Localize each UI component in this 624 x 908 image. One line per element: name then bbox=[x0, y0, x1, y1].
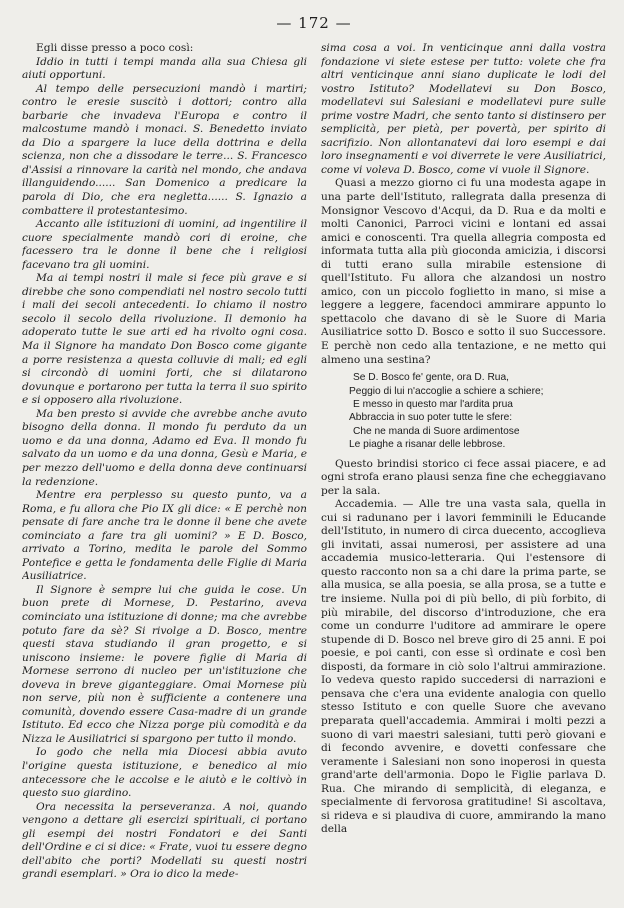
paragraph: Ma ben presto si avvide che avrebbe anche avuto bisogno della donna. Il mondo fu perduto da un uomo e da una donna, Adamo ed Eva. Il mondo fu salvato da un uomo e da una donna, Gesù e Maria, e per mezzo dell'uomo e della donna deve continuarsi la redenzione. bbox=[22, 407, 307, 488]
page-number: — 172 — bbox=[276, 14, 352, 32]
paragraph: sima cosa a voi. In venticinque anni dalla vostra fondazione vi siete estese per tutto: volete che fra altri venticinque anni siano duplicate le lodi del vostro Istituto? Modellatevi su Don Bosco, modellatevi sui Salesiani e modellatevi pure sulle prime vostre Madri, che sento tanto si distinsero per semplicità, per pietà, per povertà, per spirito di sacrifizio. Non allontanatevi dai loro esempi e dai loro insegnamenti e voi diverrete le vere Ausiliatrici, come vi voleva D. Bosco, come vi vuole il Signore. bbox=[321, 42, 606, 176]
verse-line: Le piaghe a risanar delle lebbrose. bbox=[349, 439, 506, 451]
verse-line: Abbraccia in suo poter tutte le sfere: bbox=[349, 412, 513, 424]
verse-stanza bbox=[349, 371, 606, 451]
verse-line: Se D. Bosco fe' gente, ora D. Rua, bbox=[353, 372, 509, 384]
paragraph: Quasi a mezzo giorno ci fu una modesta agape in una parte dell'Istituto, rallegrata dalla presenza di Monsignor Vescovo d'Acqui, da D. Rua e da molti e molti Canonici, Parroci vicini e lontani ed assai amici e conoscenti. Tra quella allegria composta ed informata tutta alla più gioconda amicizia, i discorsi di tutti erano sulla mirabile estensione di quell'Istituto. Fu allora che alzandosi un nostro amico, con un piccolo foglietto in mano, si mise a leggere a leggere, facendoci ammirare appunto lo spettacolo che davano di sè le Suore di Maria Ausiliatrice sotto D. Bosco e sotto il suo Successore. E perchè non cedo alla tentazione, e ne metto qui almeno una sestina? bbox=[321, 177, 606, 366]
left-column bbox=[22, 42, 307, 882]
paragraph: Al tempo delle persecuzioni mandò i martiri; contro le eresie suscitò i dottori; contro alla barbarie che invadeva l'Europa e contro il malcostume mandò i monaci. S. Benedetto inviato da Dio a spargere la luce della dottrina e della scienza, non che a dissodare le terre... S. Francesco d'Assisi a rinnovare la carità nel mondo, che andava illanguidendo...... San Domenico a predicare la parola di Dio, che era negletta...... S. Ignazio a combattere il protestantesimo. bbox=[22, 82, 307, 217]
verse-line: Che ne manda di Suore ardimentose bbox=[353, 425, 520, 437]
paragraph: Egli disse presso a poco così: bbox=[36, 42, 194, 54]
paragraph: Ma ai tempi nostri il male si fece più grave e si direbbe che sono compendiati nel nostro secolo tutti i mali dei secoli antecedenti. Io chiamo il nostro secolo il secolo della rivoluzione. Il demonio ha adoperato tutte le sue arti ed ha rivolto ogni cosa. Ma il Signore ha mandato Don Bosco come gigante a porre resistenza a questa colluvie di mali; ed egli si circondò di uomini forti, che si dilatarono dovunque e portarono per tutta la terra il suo spirito e si opposero alla rivoluzione. bbox=[22, 272, 307, 407]
right-column bbox=[321, 42, 606, 882]
paragraph: Questo brindisi storico ci fece assai piacere, e ad ogni strofa erano plausi senza fine che echeggiavano per la sala. bbox=[321, 457, 606, 497]
paragraph: Accanto alle istituzioni di uomini, ad ingentilire il cuore specialmente mandò cori di eroine, che facessero tra le donne il bene che i religiosi facevano tra gli uomini. bbox=[22, 218, 307, 271]
paragraph: Accademia. — Alle tre una vasta sala, quella in cui si radunano per i lavori femminili le Educande dell'Istituto, in numero di circa duecento, accoglieva gli invitati, assai numerosi, per assistere ad una accademia musico-letteraria. Qui l'estensore di questo racconto non sa a chi dare la prima parte, se alla musica, se alla poesia, se alla prosa, se a tutte e tre insieme. Nulla poi di più bello, di più forbito, di più mirabile, del discorso d'introduzione, che era come un condurre l'uditore ad ammirare le opere stupende di D. Bosco nel breve giro di 25 anni. E poi poesie, e poi canti, con esse sì ordinate e così ben disposti, da formare in ciò solo l'altrui ammirazione. Io vedeva questo rapido succedersi di narrazioni e pensava che c'era una evidente analogia con quello stesso Istituto e con quelle Suore che avevano preparata quell'accademia. Ammirai i molti pezzi a suono di vari maestri salesiani, tutti però giovani e di fecondo avvenire, e dovetti confessare che veramente i Salesiani non sono inoperosi in questa grand'arte dell'armonia. Dopo le Figlie parlava D. Rua. Che mirando di semplicità, di eleganza, e specialmente di fervorosa gratitudine! Si ascoltava, si rideva e si plaudiva di cuore, ammirando la mano della bbox=[321, 498, 606, 836]
paragraph: Il Signore è sempre lui che guida le cose. Un buon prete di Mornese, D. Pestarino, aveva cominciato una istituzione di donne; ma che avrebbe potuto fare da sè? Si rivolge a D. Bosco, mentre questi stava studiando il gran progetto, e si uniscono insieme: le povere figlie di Maria di Mornese serrono di nucleo per un'istituzione che doveva in breve giganteggiare. Omai Mornese più non serve, più non è sufficiente a contenere una comunità, dovendo essere Casa-madre di un grande Istituto. Ed ecco che Nizza porge più comodità e da Nizza le Ausiliatrici si spargono per tutto il mondo. bbox=[22, 583, 307, 745]
verse-line: Peggio di lui n'accoglie a schiere a schiere; bbox=[349, 385, 544, 397]
paragraph: Iddio in tutti i tempi manda alla sua Chiesa gli aiuti opportuni. bbox=[22, 55, 307, 82]
text-columns bbox=[22, 42, 606, 882]
verse-line: E messo in questo mar l'ardita prua bbox=[353, 398, 513, 410]
paragraph: Mentre era perplesso su questo punto, va a Roma, e fu allora che Pio IX gli dice: « E perchè non pensate di fare anche tra le donne il bene che avete cominciato a fare tra gli uomini? » E D. Bosco, arrivato a Torino, medita le parole del Sommo Pontefice e getta le fondamenta delle Figlie di Maria Ausiliatrice. bbox=[22, 489, 307, 583]
paragraph: Io godo che nella mia Diocesi abbia avuto l'origine questa istituzione, e benedico al mio antecessore che le accolse e le aiutò e le coltivò in questo suo giardino. bbox=[22, 746, 307, 800]
paragraph: Ora necessita la perseveranza. A noi, quando vengono a dettare gli esercizi spirituali, ci portano gli esempi dei nostri Fondatori e dei Santi dell'Ordine e ci si dice: « Frate, vuoi tu essere degno dell'abito che porti? Modellati su questi nostri grandi esemplari. » Ora io dico la mede- bbox=[22, 800, 307, 881]
